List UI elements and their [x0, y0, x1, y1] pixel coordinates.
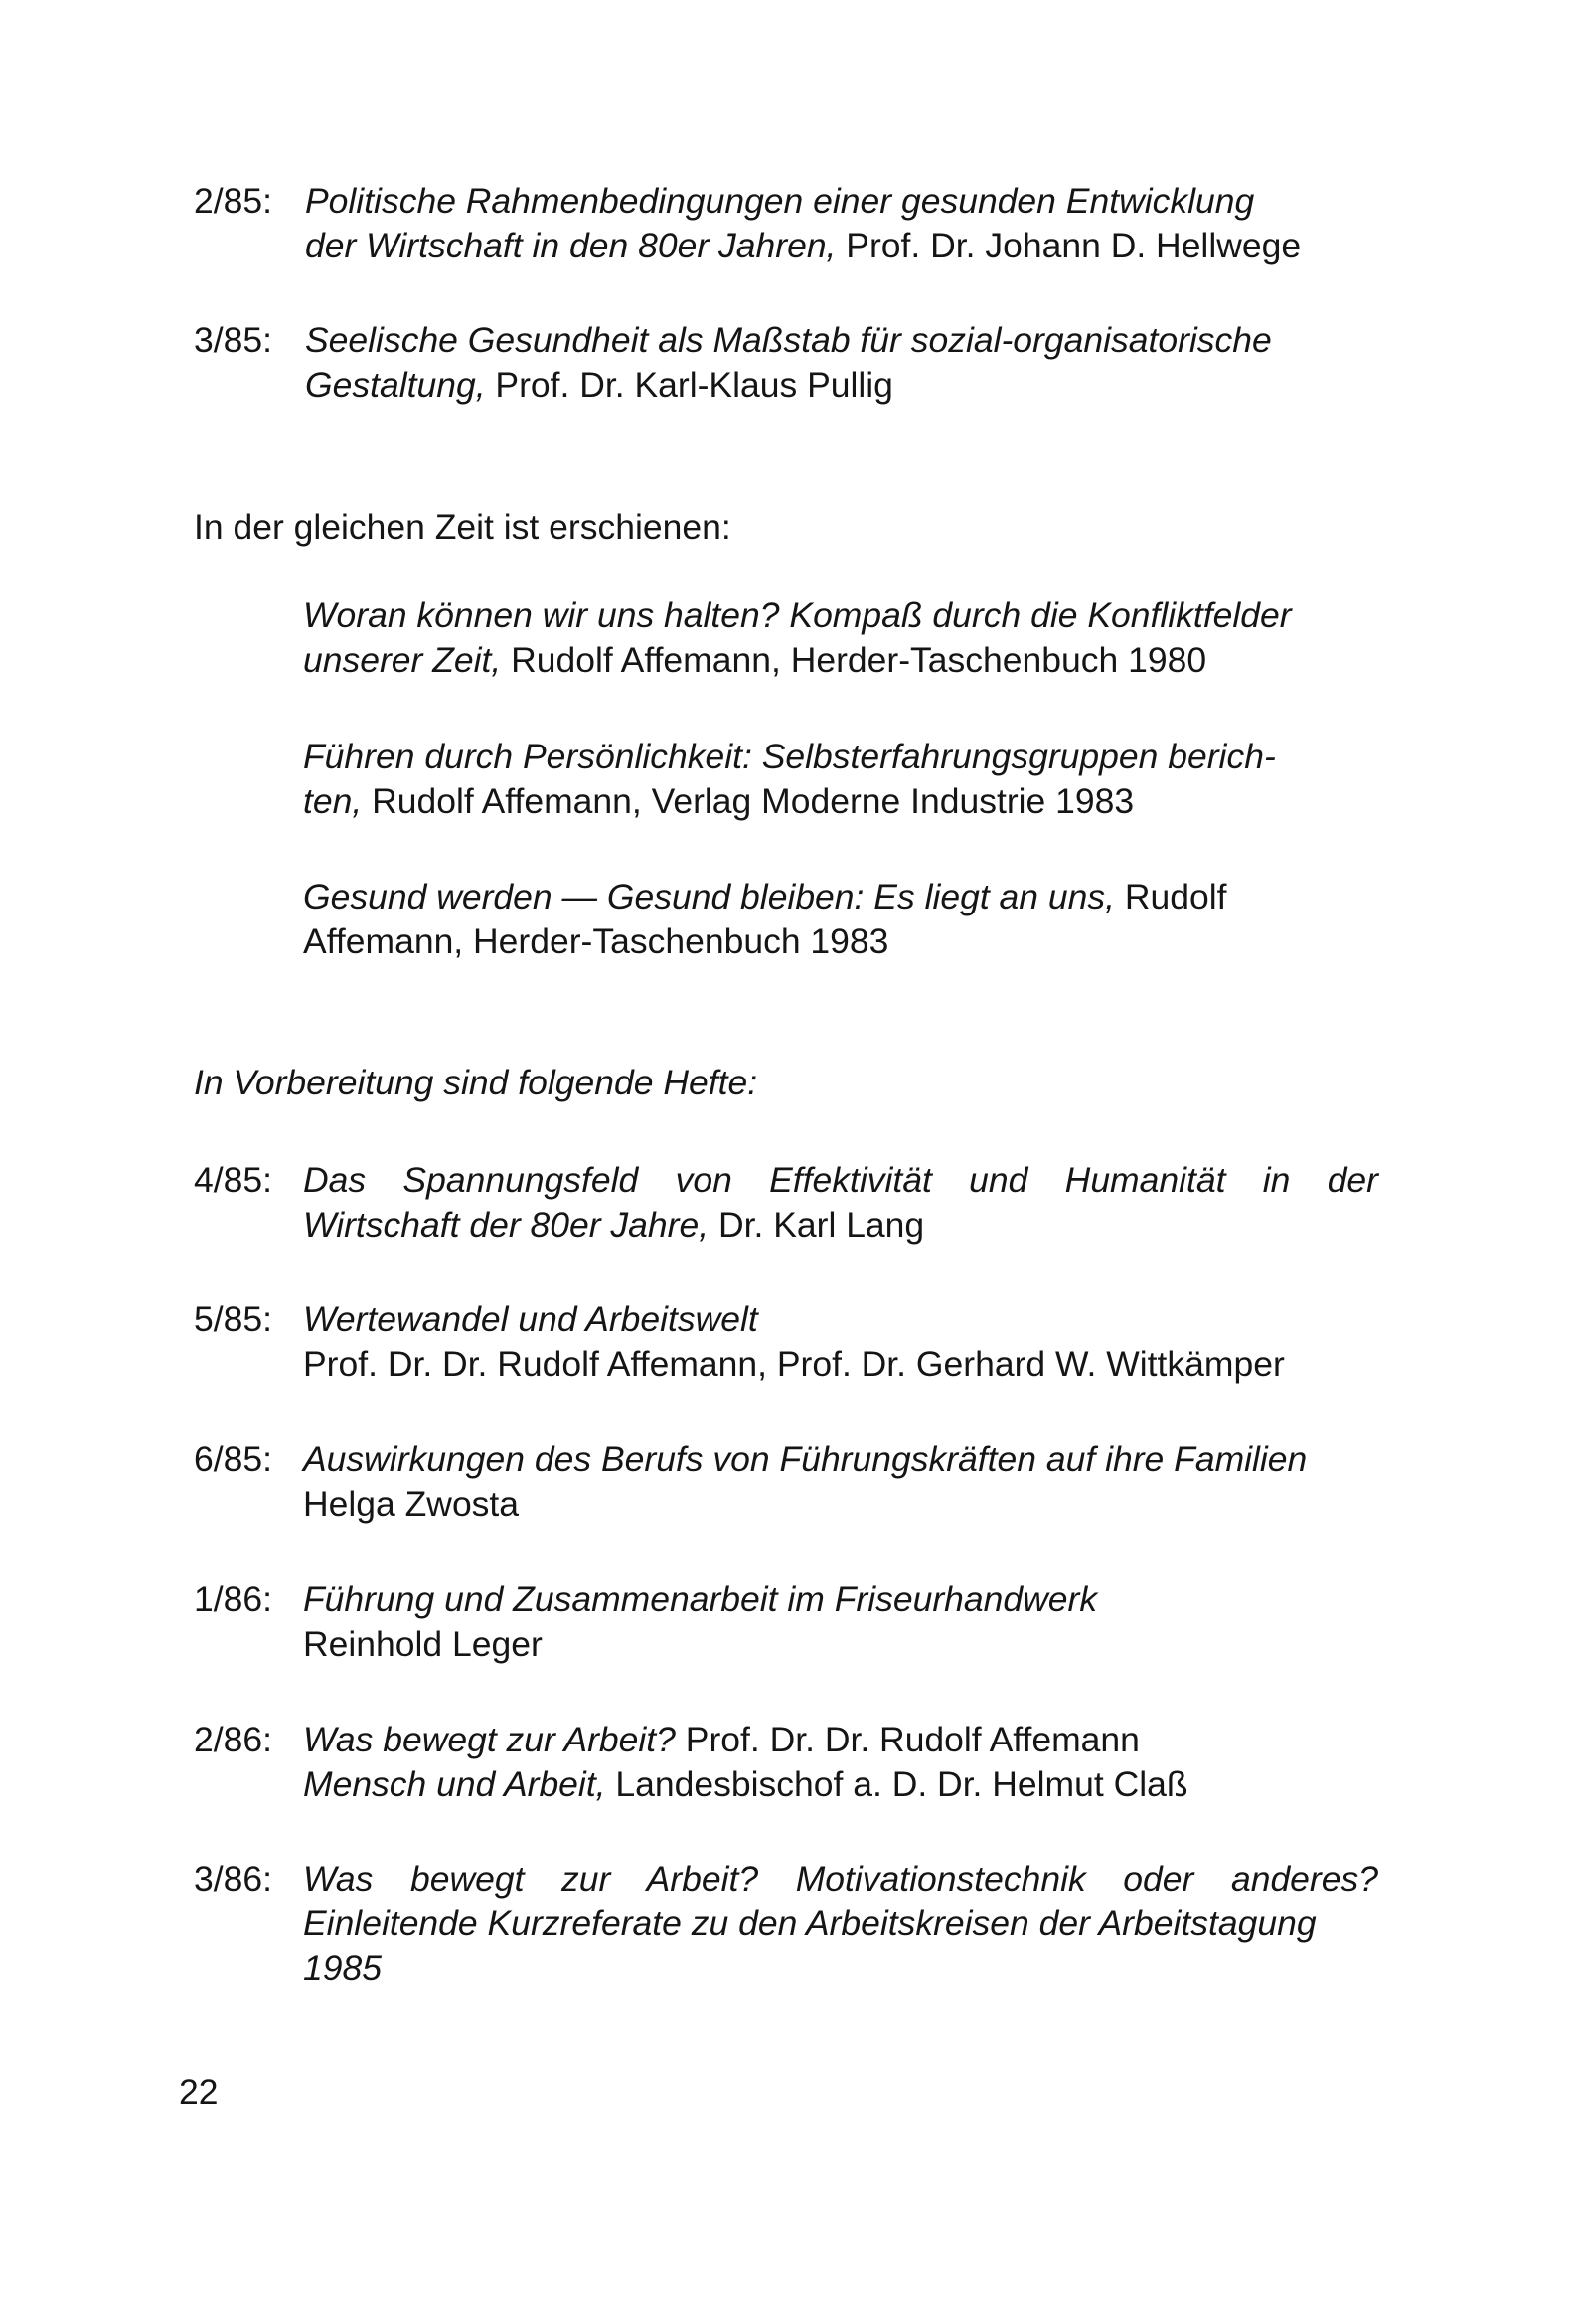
issue-author: Reinhold Leger — [303, 1624, 543, 1664]
issue-author: Prof. Dr. Karl-Klaus Pullig — [485, 365, 893, 405]
issue-author: Dr. Karl Lang — [709, 1205, 925, 1245]
issue-title-cont: Einleitende Kurzreferate zu den Arbeitskreisen der Arbeitstagung — [303, 1904, 1317, 1943]
issue-author: Prof. Dr. Dr. Rudolf Affemann — [675, 1720, 1140, 1759]
issue-title: Politische Rahmenbedingungen einer gesunden Entwicklung — [305, 181, 1255, 221]
issue-author: Prof. Dr. Johann D. Hellwege — [836, 226, 1302, 265]
issue-number: 6/85: — [194, 1439, 272, 1479]
issue-title-2: Mensch und Arbeit, — [303, 1764, 606, 1804]
book-details: Rudolf Affemann, Herder-Taschenbuch 1980 — [501, 640, 1207, 680]
preparation-heading: In Vorbereitung sind folgende Hefte: — [194, 1063, 758, 1102]
entry-text — [303, 1158, 1378, 1247]
issue-author: Prof. Dr. Dr. Rudolf Affemann, Prof. Dr. Gerhard W. Wittkämper — [303, 1344, 1285, 1384]
book-details: Rudolf Affemann, Verlag Moderne Industrie 1983 — [362, 781, 1135, 821]
book-title-cont: ten, — [303, 781, 363, 821]
issue-title: Was bewegt zur Arbeit? — [303, 1720, 676, 1759]
issue-number: 4/85: — [194, 1160, 272, 1200]
issue-title-cont: Wirtschaft der 80er Jahre, — [303, 1205, 710, 1245]
book-entry — [303, 875, 1381, 964]
issue-title-year: 1985 — [303, 1948, 382, 1988]
issue-number: 3/86: — [194, 1859, 272, 1899]
issue-number: 1/86: — [194, 1579, 272, 1619]
book-title: Gesund werden — Gesund bleiben: Es liegt an uns, — [303, 877, 1116, 916]
entry-text — [305, 318, 1488, 408]
book-entry — [303, 735, 1381, 824]
page-number: 22 — [179, 2073, 219, 2112]
entry-text — [303, 1718, 1378, 1807]
issue-author-2: Landesbischof a. D. Dr. Helmut Claß — [605, 1764, 1188, 1804]
issue-title: Wertewandel und Arbeitswelt — [303, 1299, 758, 1339]
entry-text — [303, 1437, 1378, 1527]
entry-text — [303, 1577, 1378, 1667]
issue-number: 5/85: — [194, 1299, 272, 1339]
issue-title-cont: der Wirtschaft in den 80er Jahren, — [305, 226, 837, 265]
same-time-heading: In der gleichen Zeit ist erschienen: — [194, 507, 731, 547]
issue-title: Auswirkungen des Berufs von Führungskräften auf ihre Familien — [303, 1439, 1308, 1479]
entry-text — [303, 1297, 1378, 1387]
issue-title: Was bewegt zur Arbeit? Motivationstechnik oder anderes? — [303, 1859, 1378, 1899]
issue-title: Seelische Gesundheit als Maßstab für sozial-organisatorische — [305, 320, 1272, 360]
entry-text — [303, 1857, 1378, 1991]
book-details: Rudolf — [1115, 877, 1227, 916]
issue-author: Helga Zwosta — [303, 1484, 520, 1524]
issue-title: Führung und Zusammenarbeit im Friseurhandwerk — [303, 1579, 1098, 1619]
issue-number: 2/85: — [194, 181, 272, 221]
issue-number: 3/85: — [194, 320, 272, 360]
entry-text — [305, 179, 1488, 268]
book-title-cont: unserer Zeit, — [303, 640, 502, 680]
book-title: Führen durch Persönlichkeit: Selbsterfahrungsgruppen berich- — [303, 737, 1276, 776]
issue-number: 2/86: — [194, 1720, 272, 1759]
book-entry — [303, 593, 1381, 683]
book-title: Woran können wir uns halten? Kompaß durch die Konfliktfelder — [303, 595, 1292, 635]
issue-title-cont: Gestaltung, — [305, 365, 486, 405]
book-details-cont: Affemann, Herder-Taschenbuch 1983 — [303, 921, 889, 961]
issue-title: Das Spannungsfeld von Effektivität und Humanität in der — [303, 1160, 1378, 1200]
